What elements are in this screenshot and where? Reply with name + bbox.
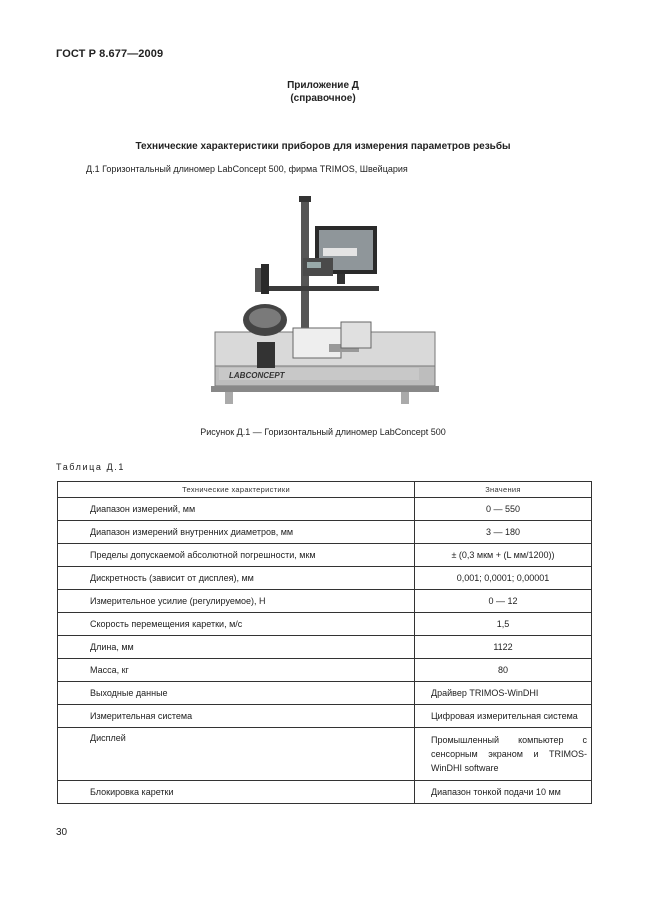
table-row xyxy=(58,498,592,521)
spec-value: Промышленный компьютер с сенсорным экраном и TRIMOS-WinDHI software xyxy=(415,728,592,781)
table-row xyxy=(58,567,592,590)
table-row xyxy=(58,544,592,567)
spec-name: Пределы допускаемой абсолютной погрешности, мкм xyxy=(58,544,415,567)
column-header: Технические характеристики xyxy=(58,482,415,498)
spec-name: Дисплей xyxy=(58,728,415,781)
page-number: 30 xyxy=(56,827,68,838)
spec-name: Выходные данные xyxy=(58,682,415,705)
spec-name: Измерительная система xyxy=(58,705,415,728)
table-header-row xyxy=(58,482,592,498)
spec-value: 1122 xyxy=(415,636,592,659)
table-row xyxy=(58,521,592,544)
spec-value: ± (0,3 мкм + (L мм/1200)) xyxy=(415,544,592,567)
spec-name: Скорость перемещения каретки, м/с xyxy=(58,613,415,636)
spec-value: Цифровая измерительная система xyxy=(415,705,592,728)
table-row xyxy=(58,613,592,636)
table-row xyxy=(58,705,592,728)
spec-name: Длина, мм xyxy=(58,636,415,659)
specs-table xyxy=(57,481,592,804)
table-row xyxy=(58,636,592,659)
spec-value: 0,001; 0,0001; 0,00001 xyxy=(415,567,592,590)
spec-value: 3 — 180 xyxy=(415,521,592,544)
table-label: Таблица Д.1 xyxy=(56,462,125,472)
table-row xyxy=(58,659,592,682)
appendix-title: Приложение Д xyxy=(287,80,359,91)
spec-name: Блокировка каретки xyxy=(58,781,415,804)
instrument-photo xyxy=(205,190,441,408)
spec-name: Масса, кг xyxy=(58,659,415,682)
spec-value: 0 — 550 xyxy=(415,498,592,521)
spec-value: Диапазон тонкой подачи 10 мм xyxy=(415,781,592,804)
table-row xyxy=(58,682,592,705)
spec-value: 0 — 12 xyxy=(415,590,592,613)
spec-value: 80 xyxy=(415,659,592,682)
figure-caption: Рисунок Д.1 — Горизонтальный длиномер LabConcept 500 xyxy=(200,427,446,437)
table-row xyxy=(58,781,592,804)
spec-name: Диапазон измерений, мм xyxy=(58,498,415,521)
svg-text:LABCONCEPT: LABCONCEPT xyxy=(229,371,285,380)
item-text: Д.1 Горизонтальный длиномер LabConcept 500, фирма TRIMOS, Швейцария xyxy=(86,164,408,174)
table-row xyxy=(58,728,592,781)
section-title: Технические характеристики приборов для измерения параметров резьбы xyxy=(135,141,511,152)
column-header: Значения xyxy=(415,482,592,498)
spec-name: Диапазон измерений внутренних диаметров, мм xyxy=(58,521,415,544)
table-row xyxy=(58,590,592,613)
standard-header: ГОСТ Р 8.677—2009 xyxy=(56,48,164,60)
spec-value: Драйвер TRIMOS-WinDHI xyxy=(415,682,592,705)
spec-value: 1,5 xyxy=(415,613,592,636)
spec-name: Измерительное усилие (регулируемое), Н xyxy=(58,590,415,613)
spec-name: Дискретность (зависит от дисплея), мм xyxy=(58,567,415,590)
appendix-subtitle: (справочное) xyxy=(290,93,356,104)
